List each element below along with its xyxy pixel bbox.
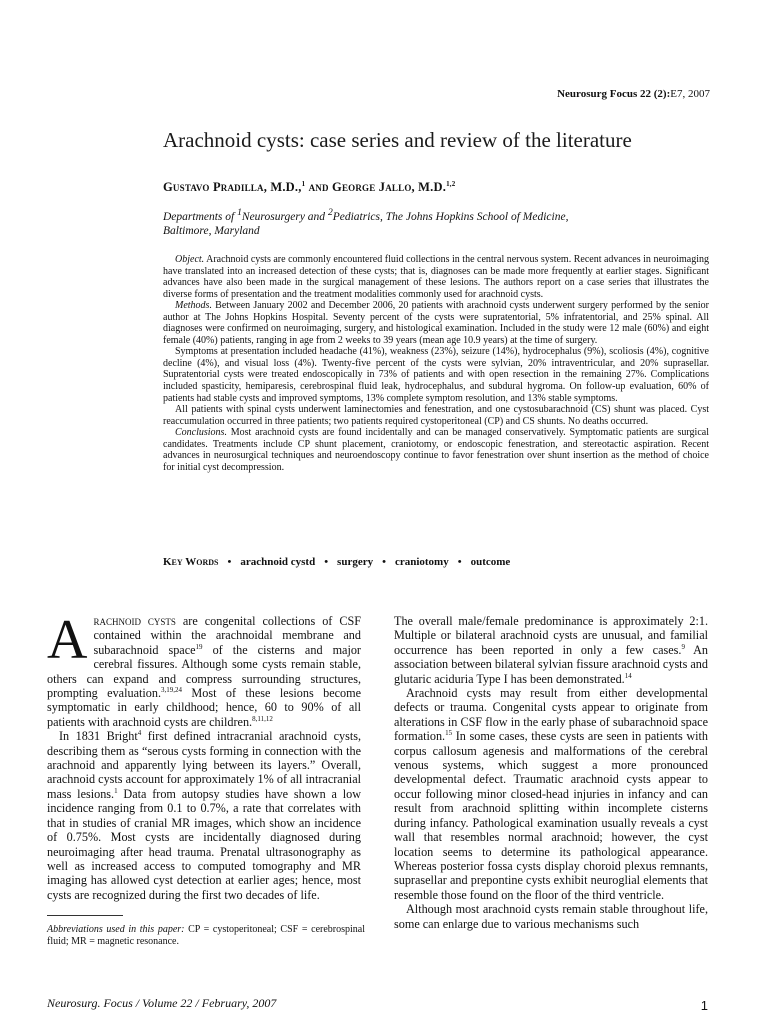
reference-mark: 14 — [624, 671, 632, 680]
keyword: arachnoid cystd — [240, 556, 316, 568]
keyword-separator: • — [382, 556, 386, 568]
keyword-separator: • — [227, 556, 232, 568]
reference-mark: 19 — [195, 642, 203, 651]
body-paragraph — [47, 729, 361, 902]
affiliation-mark: 1 — [237, 207, 242, 218]
keyword-separator: • — [324, 556, 329, 568]
abstract-conclusions-label: Conclusions. — [175, 427, 227, 439]
abstract-methods-label: Methods. — [175, 300, 212, 312]
body-column-right — [394, 614, 708, 931]
keyword: outcome — [470, 556, 511, 568]
author-2-name: George Jallo — [332, 180, 412, 195]
abstract-symptoms: Symptoms at presentation included headache (41%), weakness (23%), seizure (14%), hydrocephalus (9%), scoliosis (4%), cognitive decline (4%), and visual loss (4%). Twenty-five percent of the cysts were sylvian, 20% intraventricular, and 20% suprasellar. Supratentorial cysts were treated endoscopically in 73% of patients and with open resection in the remaining 27%. Complications included spasticity, hemiparesis, cerebrospinal fluid leak, hydrocephalus, and subdural hygroma. On follow-up evaluation, 60% of patients had stable cysts and improved symptoms, 13% complete symptom resolution, and 13% stable symptoms. — [163, 346, 709, 404]
affiliation-mark: 2 — [327, 207, 333, 218]
body-text: of the cisterns and major cerebral fissures. Although some cysts remain stable, others can expand and compress surrounding structures, prompting evaluation. — [47, 642, 361, 701]
keywords-label: Key Words — [163, 556, 219, 568]
reference-mark: 15 — [445, 729, 453, 738]
abstract-conclusions — [163, 427, 709, 473]
reference-mark: 1 — [114, 786, 118, 795]
body-paragraph — [394, 614, 708, 686]
abstract-methods-text: Between January 2002 and December 2006, 20 patients with arachnoid cysts underwent surgery performed by the senior author at The Johns Hopkins Hospital. Seventy percent of the cysts were supratentorial, 5% infratentorial, and 25% spinal. All diagnoses were confirmed on neuroimaging, surgery, and histological examination. Included in the study were 12 male (60%) and eight female (40%) patients, ranging in age from 2 weeks to 39 years (mean age 10.9 years) at the time of surgery. — [163, 300, 709, 346]
footnote-text: CP = cystoperitoneal; CSF = cerebrospinal fluid; MR = magnetic resonance. — [47, 924, 365, 947]
lead-words: rachnoid cysts — [93, 614, 176, 628]
journal-citation — [557, 88, 710, 100]
body-paragraph — [394, 686, 708, 902]
body-text: An association between bilateral sylvian fissure arachnoid cysts and glutaric aciduria Type I has been demonstrated. — [394, 642, 708, 686]
page-number: 1 — [700, 998, 708, 1013]
body-text: The overall male/female predominance is approximately 2:1. Multiple or bilateral arachnoid cysts are unusual, and familial occurrence has been reported in only a few cases. — [394, 614, 708, 657]
abbreviations-footnote — [47, 924, 365, 948]
body-text: Most of these lesions become symptomatic in early childhood; hence, 60 to 90% of all patients with arachnoid cysts are children. — [47, 686, 361, 729]
keyword: craniotomy — [394, 556, 449, 568]
article-id: E7, 2007 — [670, 88, 710, 100]
author-1-degree: , M.D., — [263, 180, 302, 195]
article-title: Arachnoid cysts: case series and review of the literature — [163, 128, 632, 152]
affiliation-text: Pediatrics, The Johns Hopkins School of Medicine, — [332, 210, 569, 223]
running-footer: Neurosurg. Focus / Volume 22 / February, 2007 — [47, 996, 277, 1010]
reference-mark: 3,19,24 — [161, 685, 182, 694]
body-text: Data from autopsy studies have shown a low incidence ranging from 0.1 to 0.7%, a rate that correlates with that in studies of cranial MR images, which show an incidence of 0.75%. Most cysts are incidentally diagnosed during neuroimaging after head trauma. Prenatal ultrasonography as well as increased access to computed tomography and MR imaging has allowed cyst detection at earlier ages; hence, most cysts are recognized during the first two decades of life. — [47, 786, 361, 902]
body-text: In some cases, these cysts are seen in patients with corpus callosum agenesis and malformations of the cerebral venous systems, which suggest a more pronounced developmental defect. Traumatic arachnoid cysts appear to occur following minor closed-head injuries in infancy and can result from arachnoid splitting within incomplete cisterns during infancy. Pathological examination usually reveals a cyst wall that resembles normal arachnoid; however, the cyst location seems to determine its pathological appearance. Whereas posterior fossa cysts display choroid plexus remnants, suprasellar and prepontine cysts exhibit neuroglial elements that resemble those found on the floor of the third ventricle. — [394, 729, 708, 902]
reference-mark: 8,11,12 — [252, 714, 273, 723]
affiliation-text: Departments of — [163, 210, 238, 223]
affiliation-text: Neurosurgery and — [241, 210, 328, 223]
affiliation — [163, 206, 663, 239]
keyword-separator: • — [457, 556, 462, 568]
author-list — [163, 180, 455, 195]
body-text: first defined intracranial arachnoid cysts, describing them as “serous cysts forming in connection with the arachnoid and apparently lying between its layers.” Overall, arachnoid cysts account for approximately 1% of all intracranial mass lesions. — [47, 729, 361, 801]
journal-name: Neurosurg Focus 22 (2): — [557, 88, 671, 100]
body-text: In 1831 Bright — [59, 729, 138, 744]
abstract-methods — [163, 300, 709, 346]
abstract-object-text: Arachnoid cysts are commonly encountered fluid collections in the central nervous system. Recent advances in neuroimaging have translated into an increased detection of these cysts; that is, diagnoses can be made more frequently at earlier stages. Significant advances have also been made in the surgical management of these lesions. The authors report on a case series that illustrates the diverse forms of presentation and the treatment modalities commonly used for arachnoid cysts. — [163, 254, 709, 300]
footnote-rule — [47, 915, 123, 916]
author-1-affil-mark: 1 — [301, 180, 306, 188]
abstract-spinal: All patients with spinal cysts underwent laminectomies and fenestration, and one cystosubarachnoid (CS) shunt was placed. Cyst reaccumulation occurred in three patients; two patients required cystoperitoneal (CP) and CS shunts. No deaths occurred. — [163, 404, 709, 427]
author-2-affil-mark: 1,2 — [446, 180, 456, 188]
affiliation-location: Baltimore, Maryland — [163, 225, 260, 238]
reference-mark: 9 — [681, 642, 685, 651]
body-text: Arachnoid cysts may result from either developmental defects or trauma. Congenital cysts appear to originate from alterations in CSF flow in the early phase of subarachnoid space formation. — [394, 686, 708, 744]
body-paragraph — [47, 609, 362, 729]
abstract-object-label: Object. — [175, 254, 205, 265]
body-column-left — [47, 609, 362, 902]
keywords — [163, 556, 510, 568]
abstract — [163, 254, 709, 473]
body-paragraph: Although most arachnoid cysts remain stable throughout life, some can enlarge due to various mechanisms such — [394, 902, 708, 931]
abstract-object — [163, 254, 709, 300]
author-conjunction: and — [305, 180, 333, 195]
drop-cap: A — [47, 609, 88, 671]
author-2-degree: , M.D. — [411, 180, 447, 195]
body-text: are congenital collections of CSF contained within the arachnoidal membrane and subarachnoid space — [93, 614, 362, 657]
footnote-label: Abbreviations used in this paper: — [47, 924, 185, 935]
reference-mark: 4 — [137, 729, 142, 738]
keyword: surgery — [337, 556, 374, 568]
abstract-conclusions-text: Most arachnoid cysts are found incidentally and can be managed conservatively. Symptomatic patients are surgical candidates. Treatments include CP shunt placement, craniotomy, or endoscopic fenestration, and stereotactic aspiration. Recent advances in neurosurgical techniques and neuroendoscopy continue to favor fenestration over shunt insertion as the method of choice for initial cyst decompression. — [163, 427, 709, 473]
author-1-name: Gustavo Pradilla — [163, 180, 264, 195]
